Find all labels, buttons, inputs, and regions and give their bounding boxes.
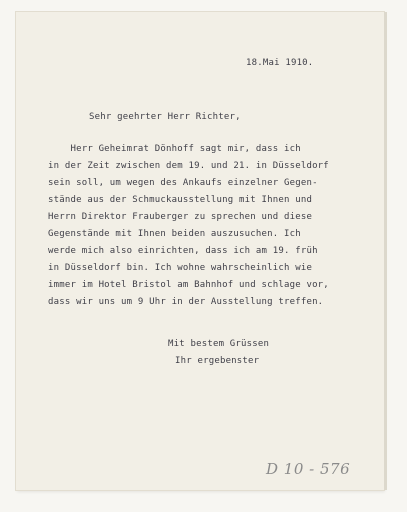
letter-signature-line: Ihr ergebenster	[175, 356, 260, 366]
letter-closing: Mit bestem Grüssen	[168, 339, 270, 349]
body-line: sein soll, um wegen des Ankaufs einzelner Gegen-	[48, 178, 318, 188]
body-line: dass wir uns um 9 Uhr in der Ausstellung treffen.	[48, 297, 324, 307]
body-line: stände aus der Schmuckausstellung mit Ihnen und	[48, 195, 313, 205]
archive-mark: D 10 - 576	[266, 460, 351, 478]
letter-salutation: Sehr geehrter Herr Richter,	[89, 112, 241, 122]
body-line: Herrn Direktor Frauberger zu sprechen und diese	[48, 212, 313, 222]
body-line: Gegenstände mit Ihnen beiden auszusuchen. Ich	[48, 229, 301, 239]
body-line: immer im Hotel Bristol am Bahnhof und schlage vor,	[48, 280, 329, 290]
body-line: werde mich also einrichten, dass ich am 19. früh	[48, 246, 318, 256]
body-line: in Düsseldorf bin. Ich wohne wahrscheinlich wie	[48, 263, 313, 273]
body-line: Herr Geheimrat Dönhoff sagt mir, dass ich	[48, 144, 301, 154]
body-line: in der Zeit zwischen dem 19. und 21. in Düsseldorf	[48, 161, 329, 171]
letter-date: 18.Mai 1910.	[246, 58, 314, 68]
